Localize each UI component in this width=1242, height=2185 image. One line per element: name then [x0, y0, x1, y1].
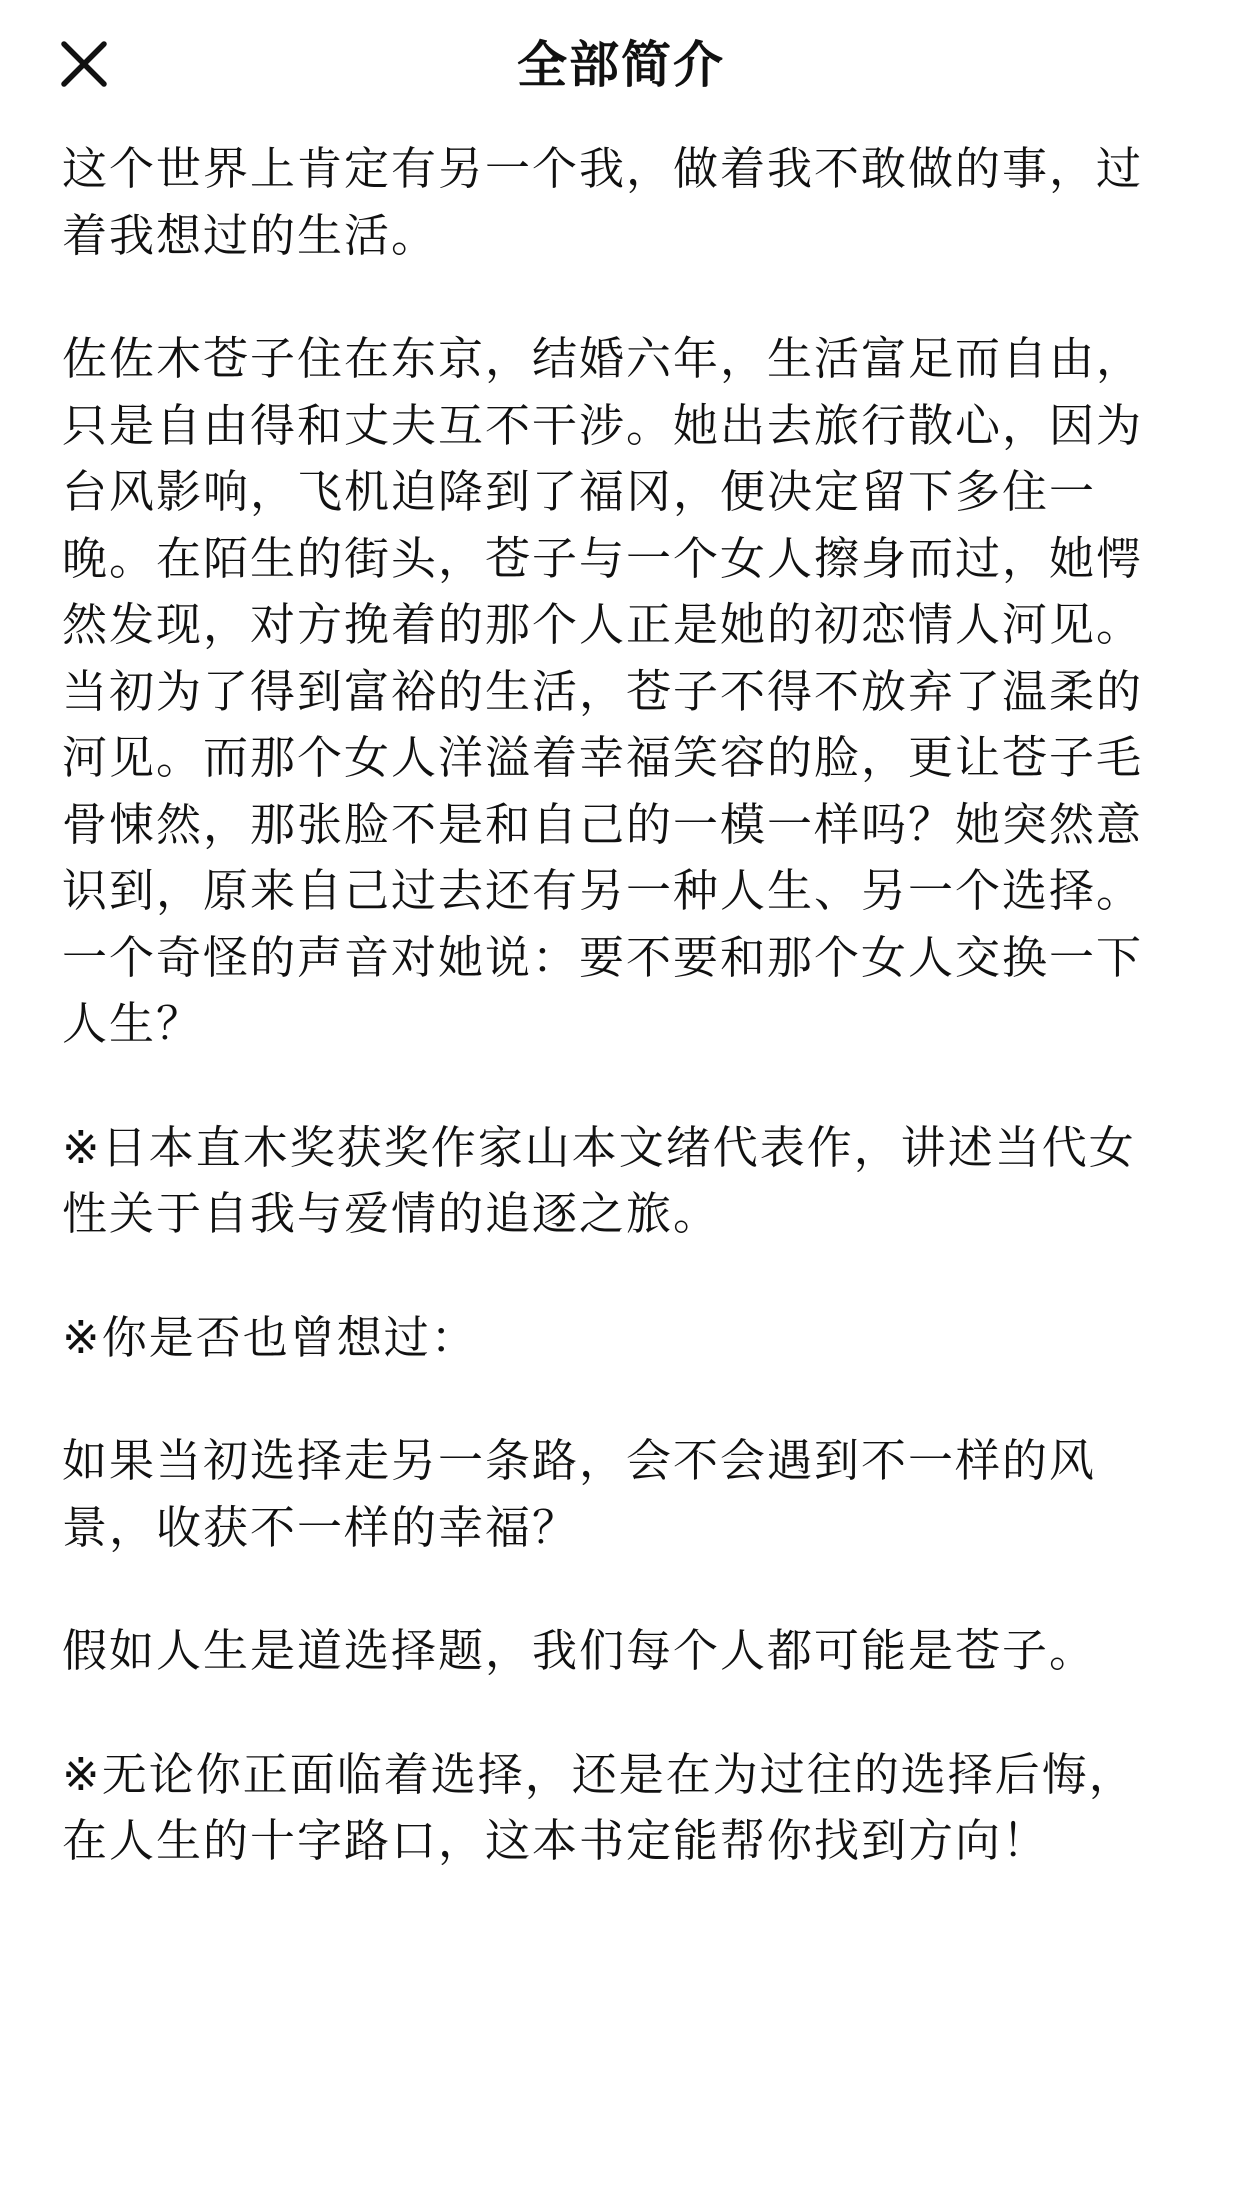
synopsis-paragraph: 佐佐木苍子住在东京，结婚六年，生活富足而自由，只是自由得和丈夫互不干涉。她出去旅行散心，因为台风影响，飞机迫降到了福冈，便决定留下多住一晚。在陌生的街头，苍子与一个女人擦身而过，她愕然发现，对方挽着的那个人正是她的初恋情人河见。当初为了得到富裕的生活，苍子不得不放弃了温柔的河见。而那个女人洋溢着幸福笑容的脸，更让苍子毛骨悚然，那张脸不是和自己的一模一样吗？她突然意识到，原来自己过去还有另一种人生、另一个选择。一个奇怪的声音对她说：要不要和那个女人交换一下人生？ [62, 332, 1144, 1050]
synopsis-content [62, 136, 1182, 1932]
synopsis-paragraph: 如果当初选择走另一条路，会不会遇到不一样的风景，收获不一样的幸福？ [62, 1434, 1097, 1554]
synopsis-paragraph: ※你是否也曾想过： [62, 1310, 478, 1364]
synopsis-paragraph: ※无论你正面临着选择，还是在为过往的选择后悔，在人生的十字路口，这本书定能帮你找到方向！ [62, 1747, 1136, 1867]
synopsis-paragraph: ※日本直木奖获奖作家山本文绪代表作，讲述当代女性关于自我与爱情的追逐之旅。 [62, 1120, 1136, 1240]
page-title: 全部简介 [517, 36, 725, 94]
synopsis-paragraph: 假如人生是道选择题，我们每个人都可能是苍子。 [62, 1624, 1097, 1677]
synopsis-paragraph: 这个世界上肯定有另一个我，做着我不敢做的事，过着我想过的生活。 [62, 142, 1144, 262]
header-bar [0, 0, 1242, 134]
